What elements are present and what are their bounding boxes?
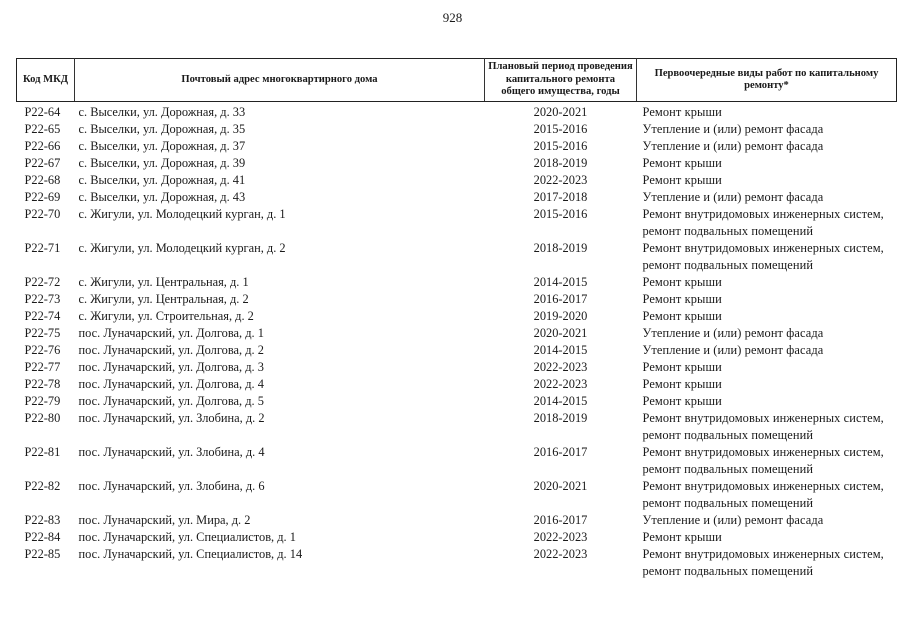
table-row — [17, 359, 897, 376]
cell-address: с. Выселки, ул. Дорожная, д. 33 — [78, 105, 246, 119]
cell-code: Р22-72 — [24, 275, 61, 289]
cell-works: Утепление и (или) ремонт фасада — [642, 513, 824, 527]
table-row — [17, 291, 897, 308]
table-row — [17, 546, 897, 580]
cell-works: Ремонт крыши — [642, 292, 722, 306]
cell-period: 2022-2023 — [533, 377, 588, 391]
cell-period: 2020-2021 — [533, 105, 588, 119]
cell-period: 2020-2021 — [533, 479, 588, 493]
cell-period: 2020-2021 — [533, 326, 588, 340]
cell-period: 2017-2018 — [533, 190, 588, 204]
cell-period: 2016-2017 — [533, 445, 588, 459]
cell-address: с. Жигули, ул. Строительная, д. 2 — [78, 309, 254, 323]
table-header — [17, 59, 897, 102]
cell-address: пос. Луначарский, ул. Долгова, д. 3 — [78, 360, 264, 374]
cell-works: Утепление и (или) ремонт фасада — [642, 190, 824, 204]
cell-works: Утепление и (или) ремонт фасада — [642, 139, 824, 153]
cell-code: Р22-76 — [24, 343, 61, 357]
cell-code: Р22-69 — [24, 190, 61, 204]
cell-period: 2022-2023 — [533, 530, 588, 544]
table-row — [17, 189, 897, 206]
cell-code: Р22-81 — [24, 445, 61, 459]
cell-works: Ремонт крыши — [642, 377, 722, 391]
table-row — [17, 410, 897, 444]
cell-code: Р22-64 — [24, 105, 61, 119]
cell-address: с. Жигули, ул. Центральная, д. 2 — [78, 292, 249, 306]
table-row — [17, 325, 897, 342]
table-row — [17, 512, 897, 529]
header-works: Первоочередные виды работ по капитальному ремонту* — [637, 59, 897, 102]
header-code: Код МКД — [17, 59, 75, 102]
table-row — [17, 121, 897, 138]
cell-period: 2015-2016 — [533, 207, 588, 221]
cell-code: Р22-65 — [24, 122, 61, 136]
cell-works: Ремонт крыши — [642, 105, 722, 119]
cell-code: Р22-82 — [24, 479, 61, 493]
table-row — [17, 274, 897, 291]
cell-period: 2016-2017 — [533, 292, 588, 306]
cell-period: 2014-2015 — [533, 343, 588, 357]
table-row — [17, 376, 897, 393]
cell-works: Ремонт крыши — [642, 156, 722, 170]
cell-address: пос. Луначарский, ул. Мира, д. 2 — [78, 513, 251, 527]
cell-code: Р22-80 — [24, 411, 61, 425]
cell-address: с. Жигули, ул. Молодецкий курган, д. 2 — [78, 241, 286, 255]
table-row — [17, 138, 897, 155]
header-row — [17, 59, 897, 102]
cell-works: Ремонт внутридомовых инженерных систем, ремонт подвальных помещений — [642, 411, 884, 442]
cell-period: 2015-2016 — [533, 122, 588, 136]
cell-period: 2018-2019 — [533, 411, 588, 425]
cell-works: Ремонт крыши — [642, 173, 722, 187]
cell-address: пос. Луначарский, ул. Специалистов, д. 14 — [78, 547, 303, 561]
cell-address: пос. Луначарский, ул. Долгова, д. 2 — [78, 343, 264, 357]
table-row — [17, 102, 897, 122]
cell-code: Р22-67 — [24, 156, 61, 170]
table-row — [17, 478, 897, 512]
table-row — [17, 529, 897, 546]
cell-address: пос. Луначарский, ул. Долгова, д. 4 — [78, 377, 264, 391]
table-body — [17, 102, 897, 581]
cell-period: 2022-2023 — [533, 360, 588, 374]
cell-address: пос. Луначарский, ул. Злобина, д. 2 — [78, 411, 265, 425]
cell-works: Ремонт крыши — [642, 530, 722, 544]
cell-works: Ремонт внутридомовых инженерных систем, ремонт подвальных помещений — [642, 207, 884, 238]
table-row — [17, 155, 897, 172]
cell-period: 2015-2016 — [533, 139, 588, 153]
cell-code: Р22-85 — [24, 547, 61, 561]
capital-repair-table — [16, 58, 897, 580]
cell-address: пос. Луначарский, ул. Злобина, д. 6 — [78, 479, 265, 493]
cell-address: с. Выселки, ул. Дорожная, д. 35 — [78, 122, 246, 136]
header-period: Плановый период проведения капитального ремонта общего имущества, годы — [485, 59, 637, 102]
cell-address: с. Выселки, ул. Дорожная, д. 39 — [78, 156, 246, 170]
cell-address: пос. Луначарский, ул. Долгова, д. 1 — [78, 326, 264, 340]
cell-works: Ремонт крыши — [642, 394, 722, 408]
cell-works: Ремонт крыши — [642, 309, 722, 323]
cell-address: пос. Луначарский, ул. Специалистов, д. 1 — [78, 530, 296, 544]
cell-code: Р22-83 — [24, 513, 61, 527]
cell-period: 2014-2015 — [533, 275, 588, 289]
table-row — [17, 240, 897, 274]
cell-period: 2022-2023 — [533, 547, 588, 561]
cell-code: Р22-71 — [24, 241, 61, 255]
cell-works: Ремонт крыши — [642, 275, 722, 289]
cell-code: Р22-70 — [24, 207, 61, 221]
cell-works: Ремонт внутридомовых инженерных систем, ремонт подвальных помещений — [642, 445, 884, 476]
cell-address: пос. Луначарский, ул. Злобина, д. 4 — [78, 445, 265, 459]
cell-code: Р22-75 — [24, 326, 61, 340]
cell-address: с. Выселки, ул. Дорожная, д. 43 — [78, 190, 246, 204]
cell-works: Утепление и (или) ремонт фасада — [642, 326, 824, 340]
cell-works: Ремонт крыши — [642, 360, 722, 374]
table-row — [17, 444, 897, 478]
table-row — [17, 206, 897, 240]
cell-period: 2018-2019 — [533, 241, 588, 255]
cell-address: с. Жигули, ул. Центральная, д. 1 — [78, 275, 249, 289]
cell-code: Р22-79 — [24, 394, 61, 408]
cell-address: с. Жигули, ул. Молодецкий курган, д. 1 — [78, 207, 286, 221]
table-row — [17, 308, 897, 325]
cell-period: 2019-2020 — [533, 309, 588, 323]
cell-period: 2016-2017 — [533, 513, 588, 527]
cell-works: Ремонт внутридомовых инженерных систем, ремонт подвальных помещений — [642, 547, 884, 578]
cell-works: Ремонт внутридомовых инженерных систем, ремонт подвальных помещений — [642, 241, 884, 272]
cell-code: Р22-73 — [24, 292, 61, 306]
cell-code: Р22-66 — [24, 139, 61, 153]
table-row — [17, 342, 897, 359]
cell-works: Утепление и (или) ремонт фасада — [642, 122, 824, 136]
table-row — [17, 393, 897, 410]
cell-period: 2018-2019 — [533, 156, 588, 170]
cell-address: пос. Луначарский, ул. Долгова, д. 5 — [78, 394, 264, 408]
cell-code: Р22-78 — [24, 377, 61, 391]
cell-works: Ремонт внутридомовых инженерных систем, ремонт подвальных помещений — [642, 479, 884, 510]
cell-code: Р22-84 — [24, 530, 61, 544]
cell-address: с. Выселки, ул. Дорожная, д. 41 — [78, 173, 246, 187]
header-address: Почтовый адрес многоквартирного дома — [75, 59, 485, 102]
cell-code: Р22-77 — [24, 360, 61, 374]
page-number: 928 — [442, 10, 463, 25]
cell-works: Утепление и (или) ремонт фасада — [642, 343, 824, 357]
cell-code: Р22-74 — [24, 309, 61, 323]
table-row — [17, 172, 897, 189]
cell-address: с. Выселки, ул. Дорожная, д. 37 — [78, 139, 246, 153]
cell-period: 2022-2023 — [533, 173, 588, 187]
cell-period: 2014-2015 — [533, 394, 588, 408]
cell-code: Р22-68 — [24, 173, 61, 187]
